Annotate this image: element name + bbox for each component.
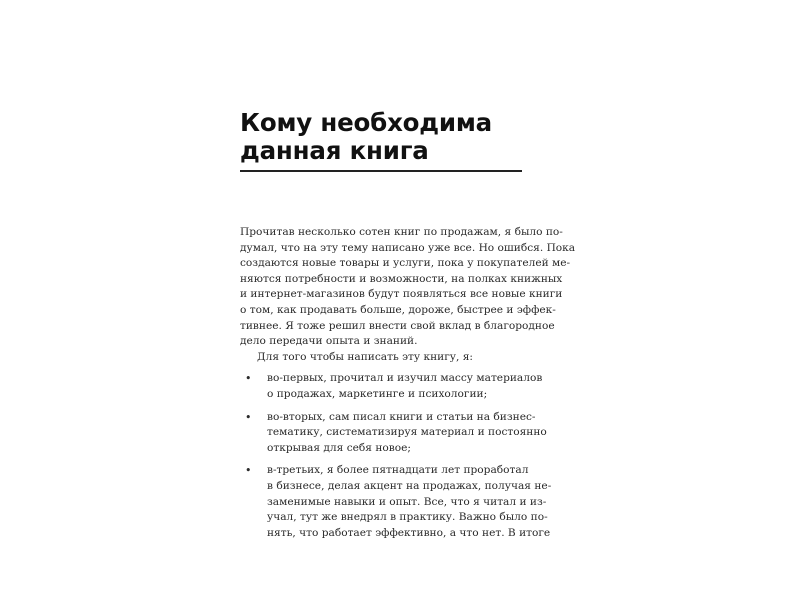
title-underline-rule: [240, 170, 522, 172]
chapter-title-line-1: Кому необходима: [240, 108, 493, 137]
text-line: учал, тут же внедрял в практику. Важно было по-: [267, 511, 548, 524]
text-line: думал, что на эту тему написано уже все. Но ошибся. Пока: [240, 241, 576, 254]
text-line: нять, что работает эффективно, а что нет. В итоге: [267, 526, 551, 539]
body-text: [240, 225, 576, 548]
lead-in-paragraph: Для того чтобы написать эту книгу, я:: [257, 350, 473, 363]
text-line: о продажах, маркетинге и психологии;: [267, 387, 488, 400]
bullet-icon: •: [245, 372, 252, 386]
text-line: открывая для себя новое;: [267, 441, 411, 454]
chapter-title-line-2: данная книга: [240, 136, 429, 165]
intro-paragraph: [240, 225, 576, 350]
text-line: няются потребности и возможности, на полках книжных: [240, 272, 563, 285]
list-item: [240, 463, 552, 541]
text-line: в-третьих, я более пятнадцати лет проработал: [267, 464, 529, 477]
list-item: [240, 410, 547, 457]
book-page: [240, 100, 576, 539]
chapter-title: [240, 100, 522, 165]
text-line: о том, как продавать больше, дороже, быстрее и эффек-: [240, 303, 556, 316]
text-line: заменимые навыки и опыт. Все, что я читал и из-: [267, 495, 547, 508]
list-item: [240, 371, 543, 402]
text-line: тивнее. Я тоже решил внести свой вклад в благородное: [240, 319, 555, 332]
text-line: во-первых, прочитал и изучил массу материалов: [267, 372, 543, 385]
text-line: дело передачи опыта и знаний.: [240, 335, 418, 348]
text-line: тематику, систематизируя материал и постоянно: [267, 426, 547, 439]
text-line: в бизнесе, делая акцент на продажах, получая не-: [267, 479, 552, 492]
bullet-list: [240, 371, 552, 541]
text-line: и интернет-магазинов будут появляться все новые книги: [240, 288, 563, 301]
text-line: Прочитав несколько сотен книг по продажам, я было по-: [240, 226, 563, 238]
text-line: создаются новые товары и услуги, пока у покупателей ме-: [240, 257, 571, 270]
text-line: во-вторых, сам писал книги и статьи на бизнес-: [267, 410, 536, 423]
bullet-icon: •: [245, 410, 252, 424]
bullet-icon: •: [245, 464, 252, 478]
